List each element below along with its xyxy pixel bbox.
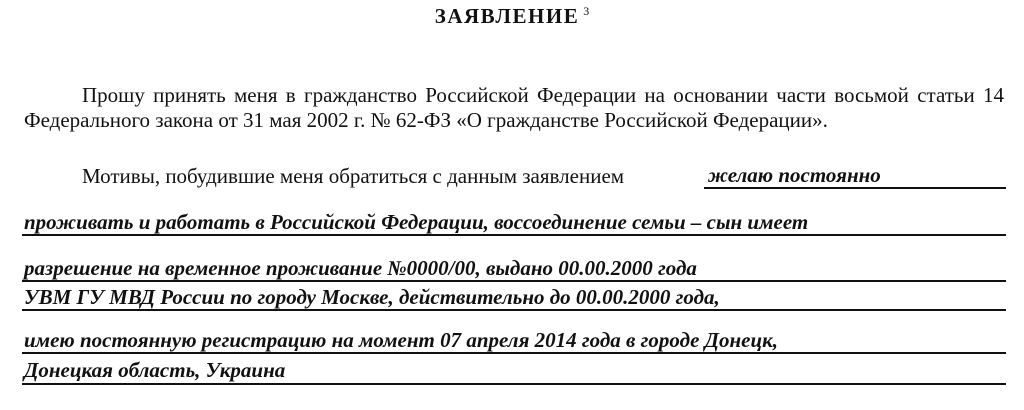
underline-4	[22, 309, 1006, 311]
motive-line-3: разрешение на временное проживание №0000/00, выдано 00.00.2000 года	[24, 256, 697, 280]
underline-1	[704, 187, 1006, 189]
underline-2	[22, 234, 1006, 236]
document-title	[0, 4, 1024, 29]
title-text: ЗАЯВЛЕНИЕ	[434, 4, 580, 28]
motive-line-6: Донецкая область, Украина	[24, 358, 286, 382]
motive-line-5: имею постоянную регистрацию на момент 07 апреля 2014 года в городе Донецк,	[24, 328, 779, 352]
motive-line-2: проживать и работать в Российской Федерации, воссоединение семьи – сын имеет	[24, 210, 809, 234]
underline-6	[22, 383, 1006, 385]
motive-line-4: УВМ ГУ МВД России по городу Москве, действительно до 00.00.2000 года,	[24, 285, 720, 309]
footnote-mark: 3	[583, 4, 590, 18]
motives-label: Мотивы, побудившие меня обратиться с данным заявлением	[82, 164, 625, 188]
request-paragraph: Прошу принять меня в гражданство Российской Федерации на основании части восьмой статьи 14 Федерального закона от 31 мая 2002 г. № 62-ФЗ «О гражданстве Российской Федерации».	[24, 83, 1004, 132]
underline-5	[22, 352, 1006, 354]
underline-3	[22, 280, 1006, 282]
motive-line-1: желаю постоянно	[708, 163, 881, 187]
